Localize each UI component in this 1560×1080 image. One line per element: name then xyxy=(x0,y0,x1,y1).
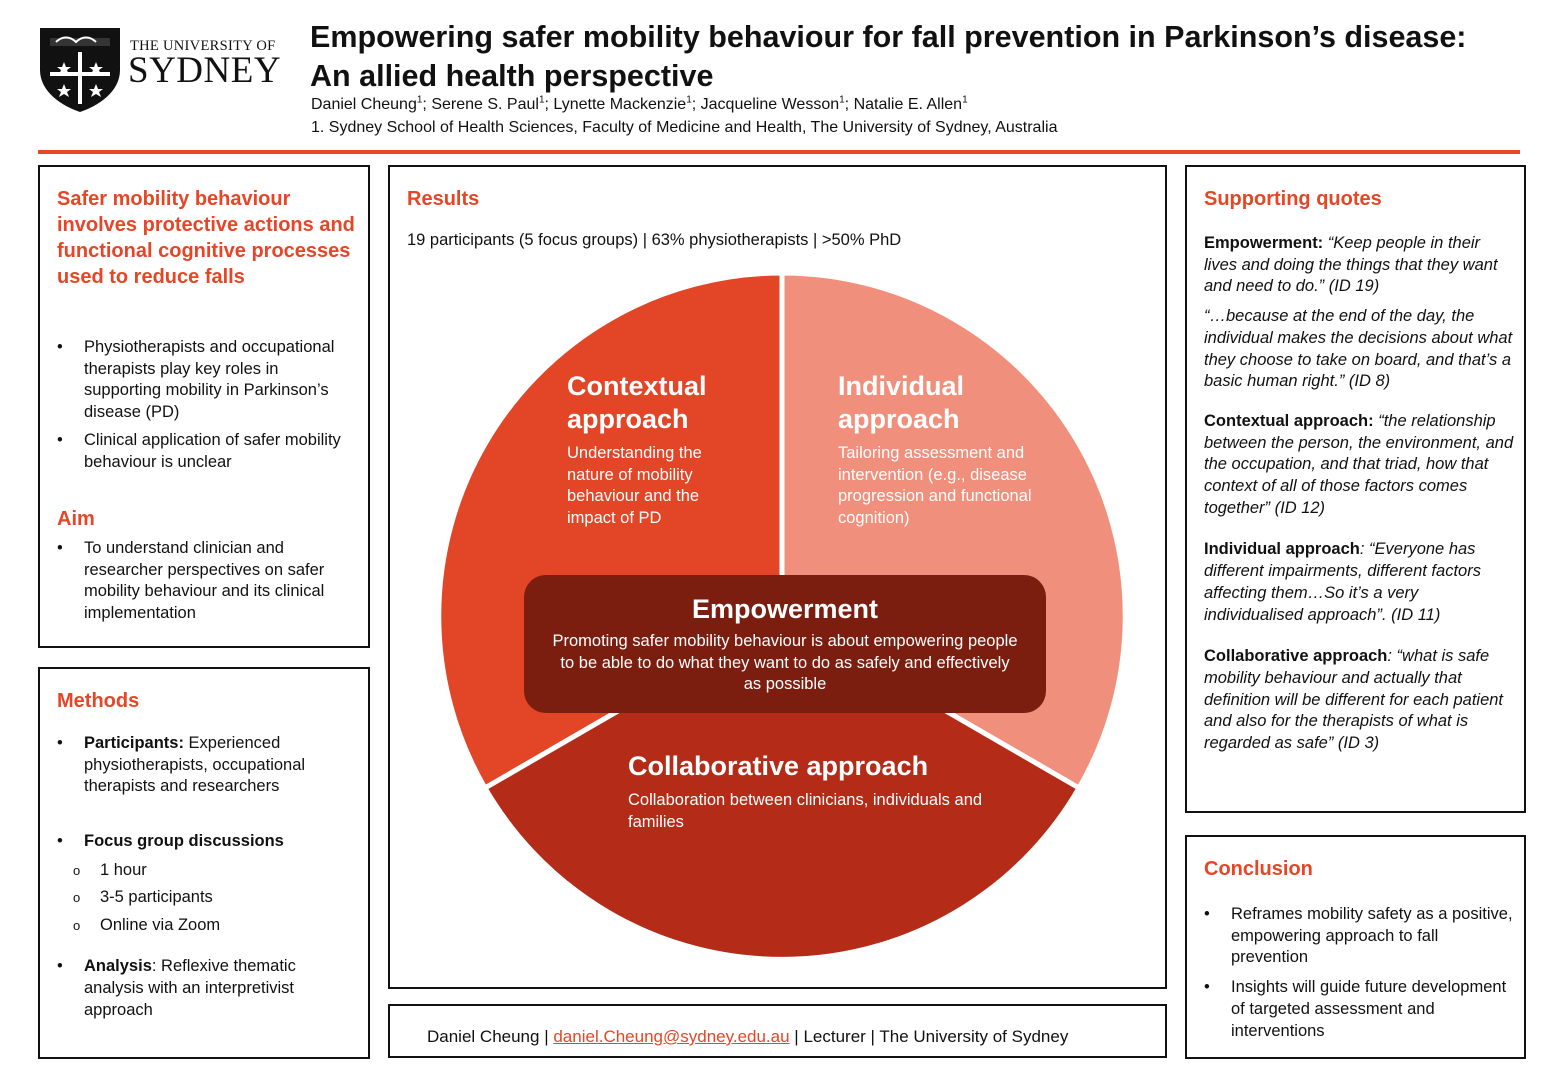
quote-label: Contextual approach: xyxy=(1204,411,1374,430)
quote-item xyxy=(1204,306,1514,393)
individual-title xyxy=(838,370,964,436)
conclusion-bullets xyxy=(1204,904,1514,1042)
author-name: Jacqueline Wesson xyxy=(700,96,840,113)
quote-text: “…because at the end of the day, the individual makes the decisions about what they choose to take on board, and that’s a basic human right.” (ID 8) xyxy=(1204,307,1513,391)
individual-body: Tailoring assessment and intervention (e.g., disease progression and functional cognition) xyxy=(838,444,1032,528)
quote-text: “Keep people in their lives and doing the things that they want and need to do.” (ID 19) xyxy=(1204,234,1498,296)
intro-panel xyxy=(38,165,370,648)
results-heading: Results xyxy=(407,188,480,210)
poster-title xyxy=(310,18,1540,96)
author-name: Serene S. Paul xyxy=(431,96,539,113)
quote-text: “the relationship between the person, the environment, and the occupation, and that triad, how that context of all of those factors comes together” (ID 12) xyxy=(1204,411,1514,517)
quote-text: : “Everyone has different impairments, different factors affecting them…So it’s a very individualised approach”. (ID 11) xyxy=(1204,540,1481,624)
title-line-2: An allied health perspective xyxy=(310,59,714,93)
author-name: Natalie E. Allen xyxy=(853,96,963,113)
quote-item xyxy=(1204,646,1514,755)
focus-group-label: Focus group discussions xyxy=(84,832,284,851)
methods-heading: Methods xyxy=(57,690,140,712)
contextual-title-line2: approach xyxy=(567,404,689,434)
header-divider xyxy=(38,150,1520,154)
list-item: • Reframes mobility safety as a positive, empowering approach to fall prevention xyxy=(1204,904,1514,969)
quotes-panel xyxy=(1185,165,1526,813)
contact-line xyxy=(427,1027,1068,1047)
author-affiliation-mark: 1 xyxy=(416,94,423,106)
author-affiliation-mark: 1 xyxy=(962,94,968,106)
quote-label: Empowerment: xyxy=(1204,234,1324,252)
focus-group-items xyxy=(57,857,357,940)
author-name: Lynette Mackenzie xyxy=(553,96,687,113)
methods-bullets xyxy=(57,733,357,1021)
list-item xyxy=(57,831,357,939)
aim-heading: Aim xyxy=(57,508,95,530)
participants-label: Participants: xyxy=(84,734,184,752)
conclusion-heading: Conclusion xyxy=(1204,858,1313,880)
affiliation: 1. Sydney School of Health Sciences, Faculty of Medicine and Health, The University of Sydney, Australia xyxy=(311,119,1058,136)
results-summary: 19 participants (5 focus groups) | 63% physiotherapists | >50% PhD xyxy=(407,231,902,249)
list-item: o 1 hour xyxy=(57,857,357,885)
methods-panel xyxy=(38,667,370,1059)
title-line-1: Empowering safer mobility behaviour for fall prevention in Parkinson’s disease: xyxy=(310,20,1467,54)
university-name-large: SYDNEY xyxy=(128,50,282,91)
author-affiliation-mark: 1 xyxy=(538,94,545,106)
aim-bullets xyxy=(57,538,357,625)
list-item: • To understand clinician and researcher perspectives on safer mobility behaviour and its clinical implementation xyxy=(57,538,357,625)
contextual-title xyxy=(567,370,707,436)
empowerment-box xyxy=(524,575,1046,713)
author-separator: ; xyxy=(422,96,432,113)
contact-role: | Lecturer | The University of Sydney xyxy=(789,1027,1069,1046)
author-separator: ; xyxy=(691,96,701,113)
analysis-label: Analysis xyxy=(84,957,152,976)
list-item: o Online via Zoom xyxy=(57,912,357,940)
quote-item xyxy=(1204,539,1514,626)
collaborative-title: Collaborative approach xyxy=(628,751,929,781)
quotes-heading: Supporting quotes xyxy=(1204,188,1382,210)
author-affiliation-mark: 1 xyxy=(686,94,692,106)
quote-label: Collaborative approach xyxy=(1204,647,1388,666)
contact-email-link[interactable]: daniel.Cheung@sydney.edu.au xyxy=(553,1027,790,1046)
list-item: • Clinical application of safer mobility behaviour is unclear xyxy=(57,430,357,473)
contextual-body: Understanding the nature of mobility behaviour and the impact of PD xyxy=(567,444,702,528)
list-item xyxy=(57,956,357,1021)
quote-text: : “what is safe mobility behaviour and actually that definition will be different for each patient and also for the therapists of what is regarded as safe” (ID 3) xyxy=(1204,647,1504,753)
author-separator: ; xyxy=(544,96,554,113)
quote-label: Individual approach xyxy=(1204,540,1360,559)
list-item: • Physiotherapists and occupational therapists play key roles in supporting mobility in Parkinson’s disease (PD) xyxy=(57,337,357,424)
contact-name: Daniel Cheung | xyxy=(427,1027,554,1046)
list-item: o 3-5 participants xyxy=(57,884,357,912)
collaborative-body: Collaboration between clinicians, individuals and families xyxy=(628,791,983,831)
contact-footer xyxy=(388,1004,1167,1058)
author-separator: ; xyxy=(844,96,854,113)
university-name-small: THE UNIVERSITY OF xyxy=(130,38,276,54)
list-item: • Insights will guide future development of targeted assessment and interventions xyxy=(1204,977,1514,1042)
author-name: Daniel Cheung xyxy=(311,96,417,113)
list-item xyxy=(57,733,357,798)
intro-bullets xyxy=(57,337,357,473)
empowerment-body: Promoting safer mobility behaviour is about empowering people to be able to do what they want to do as safely and effectively as possible xyxy=(552,632,1018,694)
individual-title-line1: Individual xyxy=(838,371,965,401)
intro-heading: Safer mobility behaviour involves protective actions and functional cognitive processes used to reduce falls xyxy=(57,188,355,288)
analysis-text: : Reflexive thematic analysis with an interpretivist approach xyxy=(84,957,296,1019)
author-list xyxy=(311,96,968,114)
contextual-title-line1: Contextual xyxy=(567,371,707,401)
author-affiliation-mark: 1 xyxy=(839,94,845,106)
individual-title-line2: approach xyxy=(838,404,960,434)
quote-item xyxy=(1204,233,1514,298)
participants-text: Experienced physiotherapists, occupational therapists and researchers xyxy=(84,734,306,796)
empowerment-title: Empowerment xyxy=(691,594,879,624)
quotes-list xyxy=(1204,233,1514,755)
conclusion-panel xyxy=(1185,835,1526,1059)
quote-item xyxy=(1204,411,1514,520)
